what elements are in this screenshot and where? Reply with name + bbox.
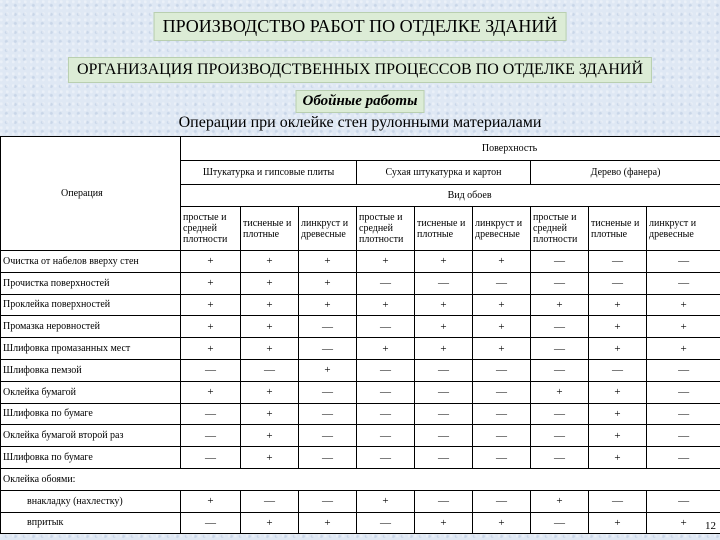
mark-cell: + [473, 512, 531, 534]
table-group-row [1, 468, 720, 490]
mark-cell: — [647, 490, 720, 512]
table-row [1, 447, 720, 469]
mark-cell: + [473, 251, 531, 273]
mark-cell: — [647, 447, 720, 469]
mark-cell: — [181, 512, 241, 534]
mark-cell: — [241, 490, 299, 512]
mark-cell: — [647, 359, 720, 381]
mark-cell: — [473, 272, 531, 294]
mark-cell: + [589, 381, 647, 403]
mark-cell: + [415, 294, 473, 316]
mark-cell: — [531, 272, 589, 294]
mark-cell: + [357, 490, 415, 512]
mark-cell: + [357, 294, 415, 316]
subcolumn-header: линкруст и древесные [299, 207, 357, 251]
mark-cell: + [415, 512, 473, 534]
operation-name: Шлифовка пемзой [1, 359, 181, 381]
mark-cell: + [181, 251, 241, 273]
mark-cell: — [181, 447, 241, 469]
mark-cell [473, 468, 531, 490]
mark-cell: — [357, 272, 415, 294]
mark-cell: — [181, 425, 241, 447]
table-row [1, 359, 720, 381]
mark-cell: — [647, 381, 720, 403]
mark-cell: — [415, 381, 473, 403]
mark-cell: — [473, 381, 531, 403]
section-title: ОРГАНИЗАЦИЯ ПРОИЗВОДСТВЕННЫХ ПРОЦЕССОВ ПО ОТДЕЛКЕ ЗДАНИЙ [68, 57, 652, 83]
subcolumn-header: простые и средней плотности [531, 207, 589, 251]
mark-cell: + [473, 316, 531, 338]
mark-cell: + [647, 512, 720, 534]
table-row [1, 251, 720, 273]
mark-cell: + [241, 425, 299, 447]
mark-cell: — [415, 447, 473, 469]
mark-cell: + [647, 338, 720, 360]
table-row [1, 425, 720, 447]
mark-cell: — [531, 251, 589, 273]
mark-cell: + [241, 447, 299, 469]
mark-cell: — [357, 316, 415, 338]
table-row [1, 272, 720, 294]
mark-cell: — [531, 425, 589, 447]
operation-header: Операция [61, 188, 103, 199]
mark-cell: + [181, 490, 241, 512]
surface-plaster: Штукатурка и гипсовые плиты [181, 161, 357, 185]
mark-cell: + [241, 294, 299, 316]
mark-cell: — [241, 359, 299, 381]
mark-cell [241, 468, 299, 490]
mark-cell: + [531, 381, 589, 403]
mark-cell: + [241, 316, 299, 338]
mark-cell: — [647, 425, 720, 447]
mark-cell: — [357, 381, 415, 403]
mark-cell: — [415, 403, 473, 425]
operation-name: Промазка неровностей [1, 316, 181, 338]
mark-cell: + [589, 425, 647, 447]
mark-cell: + [415, 251, 473, 273]
mark-cell: + [647, 294, 720, 316]
table-row [1, 512, 720, 534]
mark-cell: — [299, 381, 357, 403]
operation-header-cell [1, 137, 181, 251]
mark-cell [181, 468, 241, 490]
operation-name: Оклейка бумагой [1, 381, 181, 403]
mark-cell: + [181, 338, 241, 360]
operation-name: Очистка от набелов вверху стен [1, 251, 181, 273]
mark-cell: — [647, 272, 720, 294]
mark-cell [589, 468, 647, 490]
mark-cell: + [299, 294, 357, 316]
operation-name: Оклейка обоями: [1, 468, 181, 490]
mark-cell: — [357, 403, 415, 425]
mark-cell: — [357, 359, 415, 381]
mark-cell: + [589, 512, 647, 534]
mark-cell: — [473, 359, 531, 381]
mark-cell: + [589, 294, 647, 316]
mark-cell: + [357, 251, 415, 273]
mark-cell: — [181, 403, 241, 425]
mark-cell: + [647, 316, 720, 338]
mark-cell: + [181, 272, 241, 294]
mark-cell: + [589, 447, 647, 469]
mark-cell: — [531, 403, 589, 425]
operation-name: Шлифовка по бумаге [1, 447, 181, 469]
mark-cell: + [241, 338, 299, 360]
table-caption: Операции при оклейке стен рулонными материалами [178, 114, 542, 131]
mark-cell: — [647, 251, 720, 273]
mark-cell: — [589, 359, 647, 381]
mark-cell: + [531, 294, 589, 316]
mark-cell: + [241, 512, 299, 534]
table-row [1, 381, 720, 403]
operation-name: Проклейка поверхностей [1, 294, 181, 316]
mark-cell: — [531, 338, 589, 360]
mark-cell: — [415, 490, 473, 512]
mark-cell: + [181, 294, 241, 316]
mark-cell: + [589, 338, 647, 360]
mark-cell: — [589, 272, 647, 294]
mark-cell: — [589, 251, 647, 273]
mark-cell [647, 468, 720, 490]
mark-cell: — [181, 359, 241, 381]
mark-cell: — [531, 316, 589, 338]
mark-cell [415, 468, 473, 490]
table-row [1, 294, 720, 316]
mark-cell: + [241, 272, 299, 294]
mark-cell: — [473, 425, 531, 447]
mark-cell [299, 468, 357, 490]
surface-wood: Дерево (фанера) [531, 161, 720, 185]
mark-cell: + [299, 359, 357, 381]
mark-cell: + [473, 294, 531, 316]
subcolumn-header: линкруст и древесные [647, 207, 720, 251]
topic-title: Обойные работы [296, 90, 425, 113]
subcolumn-header: линкруст и древесные [473, 207, 531, 251]
mark-cell: — [589, 490, 647, 512]
page-title: ПРОИЗВОДСТВО РАБОТ ПО ОТДЕЛКЕ ЗДАНИЙ [154, 12, 567, 41]
mark-cell: — [473, 490, 531, 512]
mark-cell: + [181, 381, 241, 403]
mark-cell [531, 468, 589, 490]
mark-cell: — [357, 447, 415, 469]
subcolumn-header: тисненые и плотные [415, 207, 473, 251]
mark-cell: — [299, 316, 357, 338]
mark-cell: — [473, 403, 531, 425]
mark-cell: — [415, 425, 473, 447]
mark-cell: + [357, 338, 415, 360]
mark-cell: — [531, 447, 589, 469]
mark-cell: — [299, 338, 357, 360]
mark-cell: + [299, 512, 357, 534]
mark-cell: — [647, 403, 720, 425]
mark-cell: — [357, 425, 415, 447]
mark-cell: + [415, 316, 473, 338]
table-row [1, 403, 720, 425]
operation-name: Оклейка бумагой второй раз [1, 425, 181, 447]
surface-dry-plaster: Сухая штукатурка и картон [357, 161, 531, 185]
surface-header: Поверхность [181, 137, 720, 161]
mark-cell: — [473, 447, 531, 469]
mark-cell: + [299, 272, 357, 294]
mark-cell: + [473, 338, 531, 360]
mark-cell [357, 468, 415, 490]
mark-cell: + [181, 316, 241, 338]
wallpaper-type-header: Вид обоев [181, 185, 720, 207]
mark-cell: — [299, 490, 357, 512]
mark-cell: — [299, 447, 357, 469]
subcolumn-header: тисненые и плотные [241, 207, 299, 251]
table-row [1, 490, 720, 512]
operation-name: Шлифовка по бумаге [1, 403, 181, 425]
mark-cell: — [531, 512, 589, 534]
mark-cell: + [589, 403, 647, 425]
subcolumn-header: тисненые и плотные [589, 207, 647, 251]
mark-cell: + [241, 403, 299, 425]
mark-cell: + [589, 316, 647, 338]
mark-cell: + [299, 251, 357, 273]
mark-cell: — [299, 403, 357, 425]
page-number: 12 [705, 520, 716, 532]
table-body [1, 251, 720, 534]
mark-cell: — [357, 512, 415, 534]
subcolumn-header: простые и средней плотности [181, 207, 241, 251]
mark-cell: — [299, 425, 357, 447]
mark-cell: + [241, 381, 299, 403]
table-row [1, 316, 720, 338]
operation-name: впритык [1, 512, 181, 534]
subcolumn-header: простые и средней плотности [357, 207, 415, 251]
mark-cell: — [415, 359, 473, 381]
mark-cell: — [415, 272, 473, 294]
operation-name: Шлифовка промазанных мест [1, 338, 181, 360]
operation-name: Прочистка поверхностей [1, 272, 181, 294]
mark-cell: + [531, 490, 589, 512]
mark-cell: + [241, 251, 299, 273]
operations-table [0, 136, 720, 534]
mark-cell: + [415, 338, 473, 360]
mark-cell: — [531, 359, 589, 381]
operation-name: внакладку (нахлестку) [1, 490, 181, 512]
table-row [1, 338, 720, 360]
